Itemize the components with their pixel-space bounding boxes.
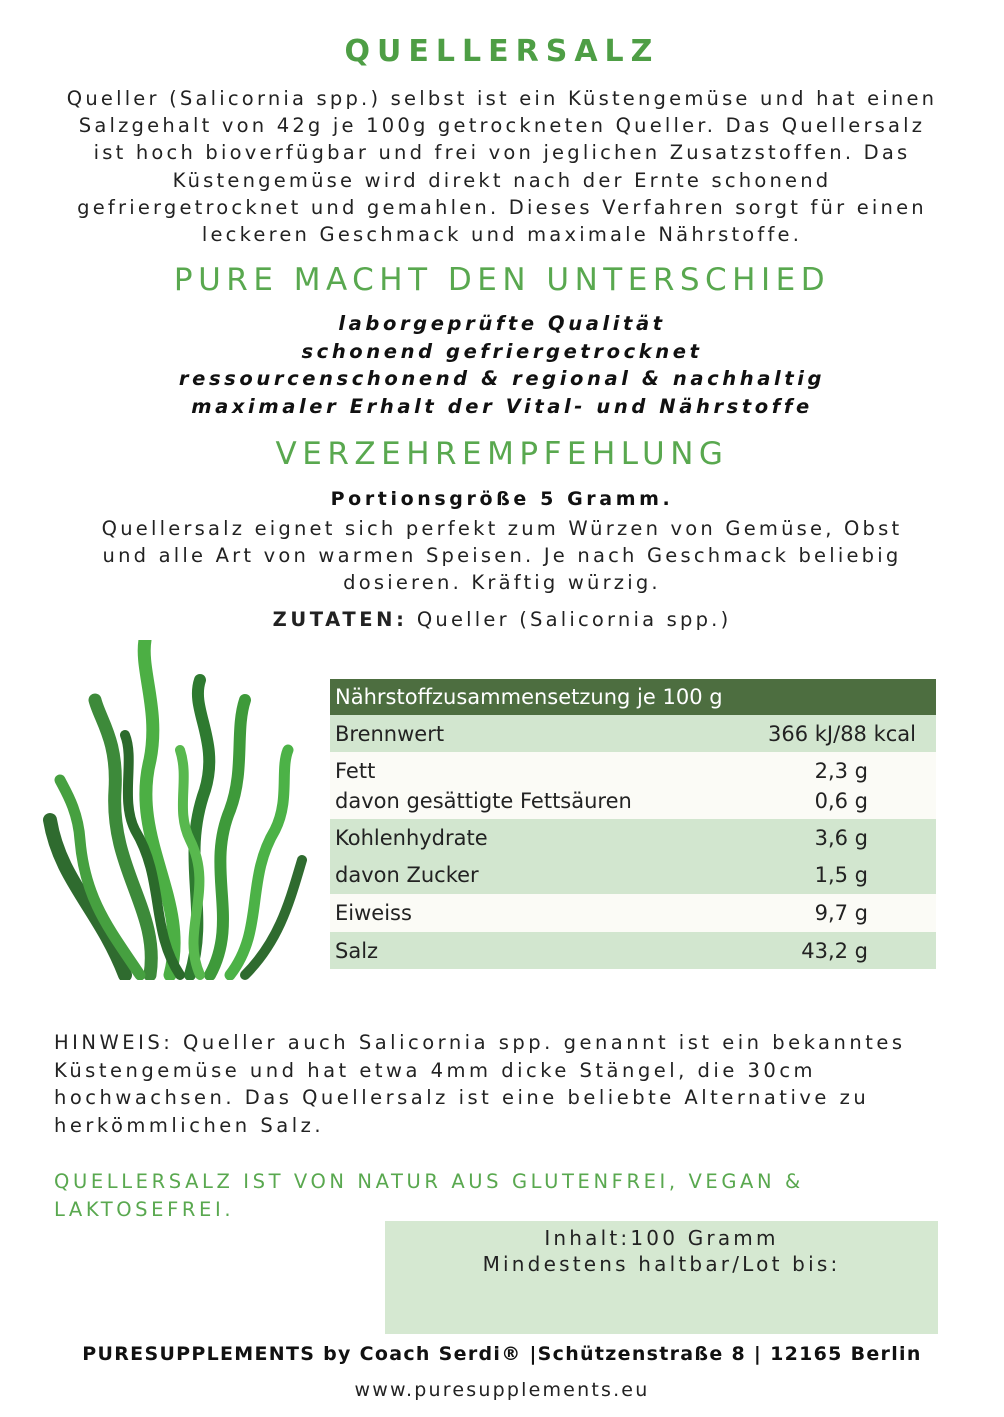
table-row — [330, 932, 936, 969]
nutrient-label: Brennwert — [335, 721, 445, 746]
hint-line: Küstengemüse und hat etwa 4mm dicke Stängel, die 30cm — [54, 1058, 817, 1082]
intro-line: Salzgehalt von 42g je 100g getrockneten Queller. Das Quellersalz — [78, 114, 926, 138]
gluten-line: LAKTOSEFREI. — [54, 1197, 235, 1221]
portion-text — [80, 515, 924, 596]
intro-line: Queller (Salicornia spp.) selbst ist ein Küstengemüse und hat einen — [66, 87, 938, 110]
feature-item: ressourcenschonend & regional & nachhaltig — [178, 367, 826, 390]
portion-title: Portionsgröße 5 Gramm. — [330, 488, 674, 510]
hint-line: hochwachsen. Das Quellersalz ist eine beliebte Alternative zu — [54, 1086, 870, 1109]
nutrient-value: 9,7 g — [814, 901, 868, 925]
feature-item: schonend gefriergetrocknet — [301, 339, 703, 363]
nutrient-label: Kohlenhydrate — [335, 825, 488, 850]
content-box — [385, 1221, 938, 1334]
nutrition-header: Nährstoffzusammensetzung je 100 g — [330, 679, 936, 715]
page-title: QUELLERSALZ — [344, 34, 660, 69]
nutrient-value: 43,2 g — [801, 938, 868, 963]
table-row — [330, 819, 936, 894]
intro-line: Küstengemüse wird direkt nach der Ernte schonend — [172, 168, 832, 192]
gluten-line: QUELLERSALZ IST VON NATUR AUS GLUTENFREI, VEGAN & — [54, 1170, 804, 1193]
nutrient-value: 1,5 g — [814, 862, 868, 887]
hint-line: herkömmlichen Salz. — [54, 1113, 325, 1137]
nutrient-label: davon gesättigte Fettsäuren — [335, 788, 632, 813]
intro-paragraph — [50, 85, 954, 248]
nutrient-value: 2,3 g — [814, 758, 868, 783]
ingredients-label: ZUTATEN: — [272, 608, 408, 631]
pure-heading: PURE MACHT DEN UNTERSCHIED — [173, 262, 831, 298]
ingredients — [0, 608, 1004, 631]
table-row — [330, 752, 936, 819]
nutrient-label: davon Zucker — [335, 862, 479, 887]
content-amount: Inhalt:100 Gramm — [544, 1226, 779, 1250]
best-before: Mindestens haltbar/Lot bis: — [482, 1252, 841, 1276]
nutrient-value: 3,6 g — [814, 825, 868, 850]
verzehr-heading: VERZEHREMPFEHLUNG — [275, 436, 729, 472]
website-link[interactable]: www.puresupplements.eu — [354, 1379, 650, 1401]
portion-line: Quellersalz eignet sich perfekt zum Würzen von Gemüse, Obst — [101, 517, 903, 540]
nutrient-label: Eiweiss — [335, 901, 412, 925]
nutrient-value: 366 kJ/88 kcal — [768, 721, 916, 746]
hint-paragraph — [54, 1029, 954, 1139]
portion-line: dosieren. Kräftig würzig. — [343, 571, 661, 594]
nutrient-label: Salz — [335, 938, 379, 963]
feature-item: maximaler Erhalt der Vital- und Nährstoffe — [191, 394, 813, 418]
gluten-free-notice — [54, 1168, 874, 1223]
feature-item: laborgeprüfte Qualität — [338, 312, 666, 335]
nutrient-label: Fett — [335, 758, 376, 783]
intro-line: leckeren Geschmack und maximale Nährstoffe. — [201, 223, 803, 247]
feature-list — [0, 310, 1004, 420]
intro-line: gefriergetrocknet und gemahlen. Dieses Verfahren sorgt für einen — [77, 195, 927, 219]
table-row — [330, 894, 936, 932]
intro-line: ist hoch bioverfügbar und frei von jeglichen Zusatzstoffen. Das — [93, 141, 911, 165]
seaweed-illustration — [40, 640, 310, 980]
company-address: PURESUPPLEMENTS by Coach Serdi® |Schützenstraße 8 | 12165 Berlin — [82, 1343, 922, 1365]
nutrition-table — [330, 679, 936, 969]
hint-line: HINWEIS: Queller auch Salicornia spp. genannt ist ein bekanntes — [54, 1031, 906, 1054]
ingredients-value: Queller (Salicornia spp.) — [407, 608, 732, 631]
portion-line: und alle Art von warmen Speisen. Je nach Geschmack beliebig — [102, 544, 902, 567]
nutrient-value: 0,6 g — [814, 788, 868, 813]
table-row — [330, 715, 936, 752]
